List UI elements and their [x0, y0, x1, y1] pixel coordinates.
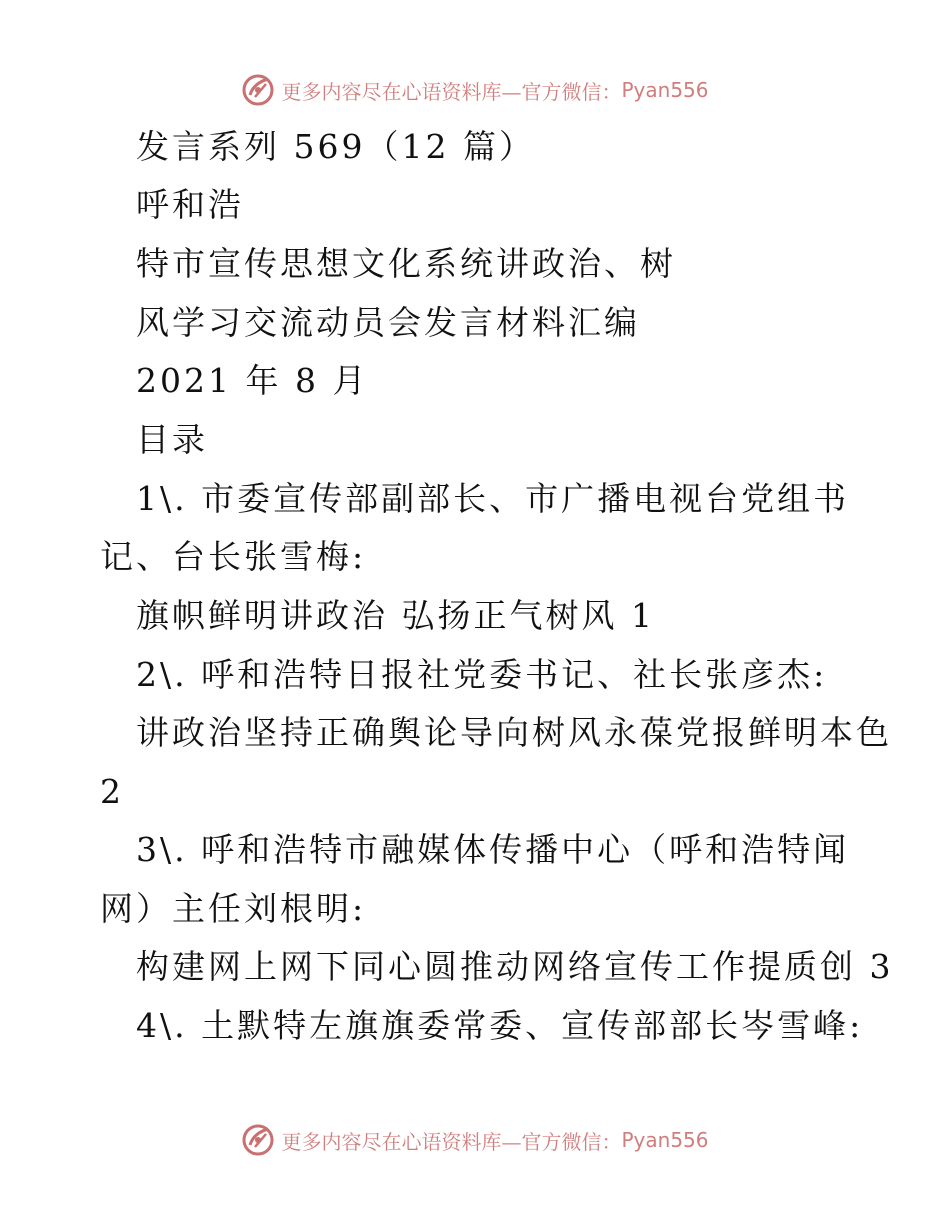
- toc-item-2-author: 2\. 呼和浩特日报社党委书记、社长张彦杰:: [136, 655, 828, 694]
- toc-item-4-author: 4\. 土默特左旗旗委常委、宣传部部长岑雪峰:: [136, 1006, 864, 1045]
- header-watermark: [0, 70, 950, 110]
- doc-title-line-2: 特市宣传思想文化系统讲政治、树: [136, 244, 676, 283]
- watermark-logo-icon: [241, 73, 275, 107]
- toc-item-2-title: 讲政治坚持正确舆论导向树风永葆党报鲜明本色: [136, 713, 892, 752]
- toc-item-1-title: 旗帜鲜明讲政治 弘扬正气树风 1: [136, 596, 655, 635]
- watermark-logo-icon: [241, 1123, 275, 1157]
- watermark-wechat-id: Pyan556: [621, 78, 709, 102]
- toc-item-3-title: 构建网上网下同心圆推动网络宣传工作提质创 3: [136, 947, 894, 986]
- toc-item-3-author: 3\. 呼和浩特市融媒体传播中心（呼和浩特闻: [136, 830, 850, 869]
- doc-title-line-3: 风学习交流动员会发言材料汇编: [136, 303, 640, 342]
- watermark-text: 更多内容尽在心语资料库—官方微信：: [281, 1129, 622, 1154]
- footer-watermark: [0, 1120, 950, 1160]
- watermark-text: 更多内容尽在心语资料库—官方微信：: [281, 79, 622, 104]
- toc-item-2-page: 2: [100, 772, 124, 811]
- watermark-wechat-id: Pyan556: [621, 1128, 709, 1152]
- doc-date: 2021 年 8 月: [136, 361, 369, 400]
- toc-item-1-author-cont: 记、台长张雪梅:: [100, 537, 367, 576]
- toc-item-3-author-cont: 网）主任刘根明:: [100, 889, 367, 928]
- doc-series-title: 发言系列 569（12 篇）: [136, 127, 535, 166]
- toc-heading: 目录: [136, 420, 208, 459]
- toc-item-1-author: 1\. 市委宣传部副部长、市广播电视台党组书: [136, 479, 850, 518]
- doc-title-line-1: 呼和浩: [136, 185, 244, 224]
